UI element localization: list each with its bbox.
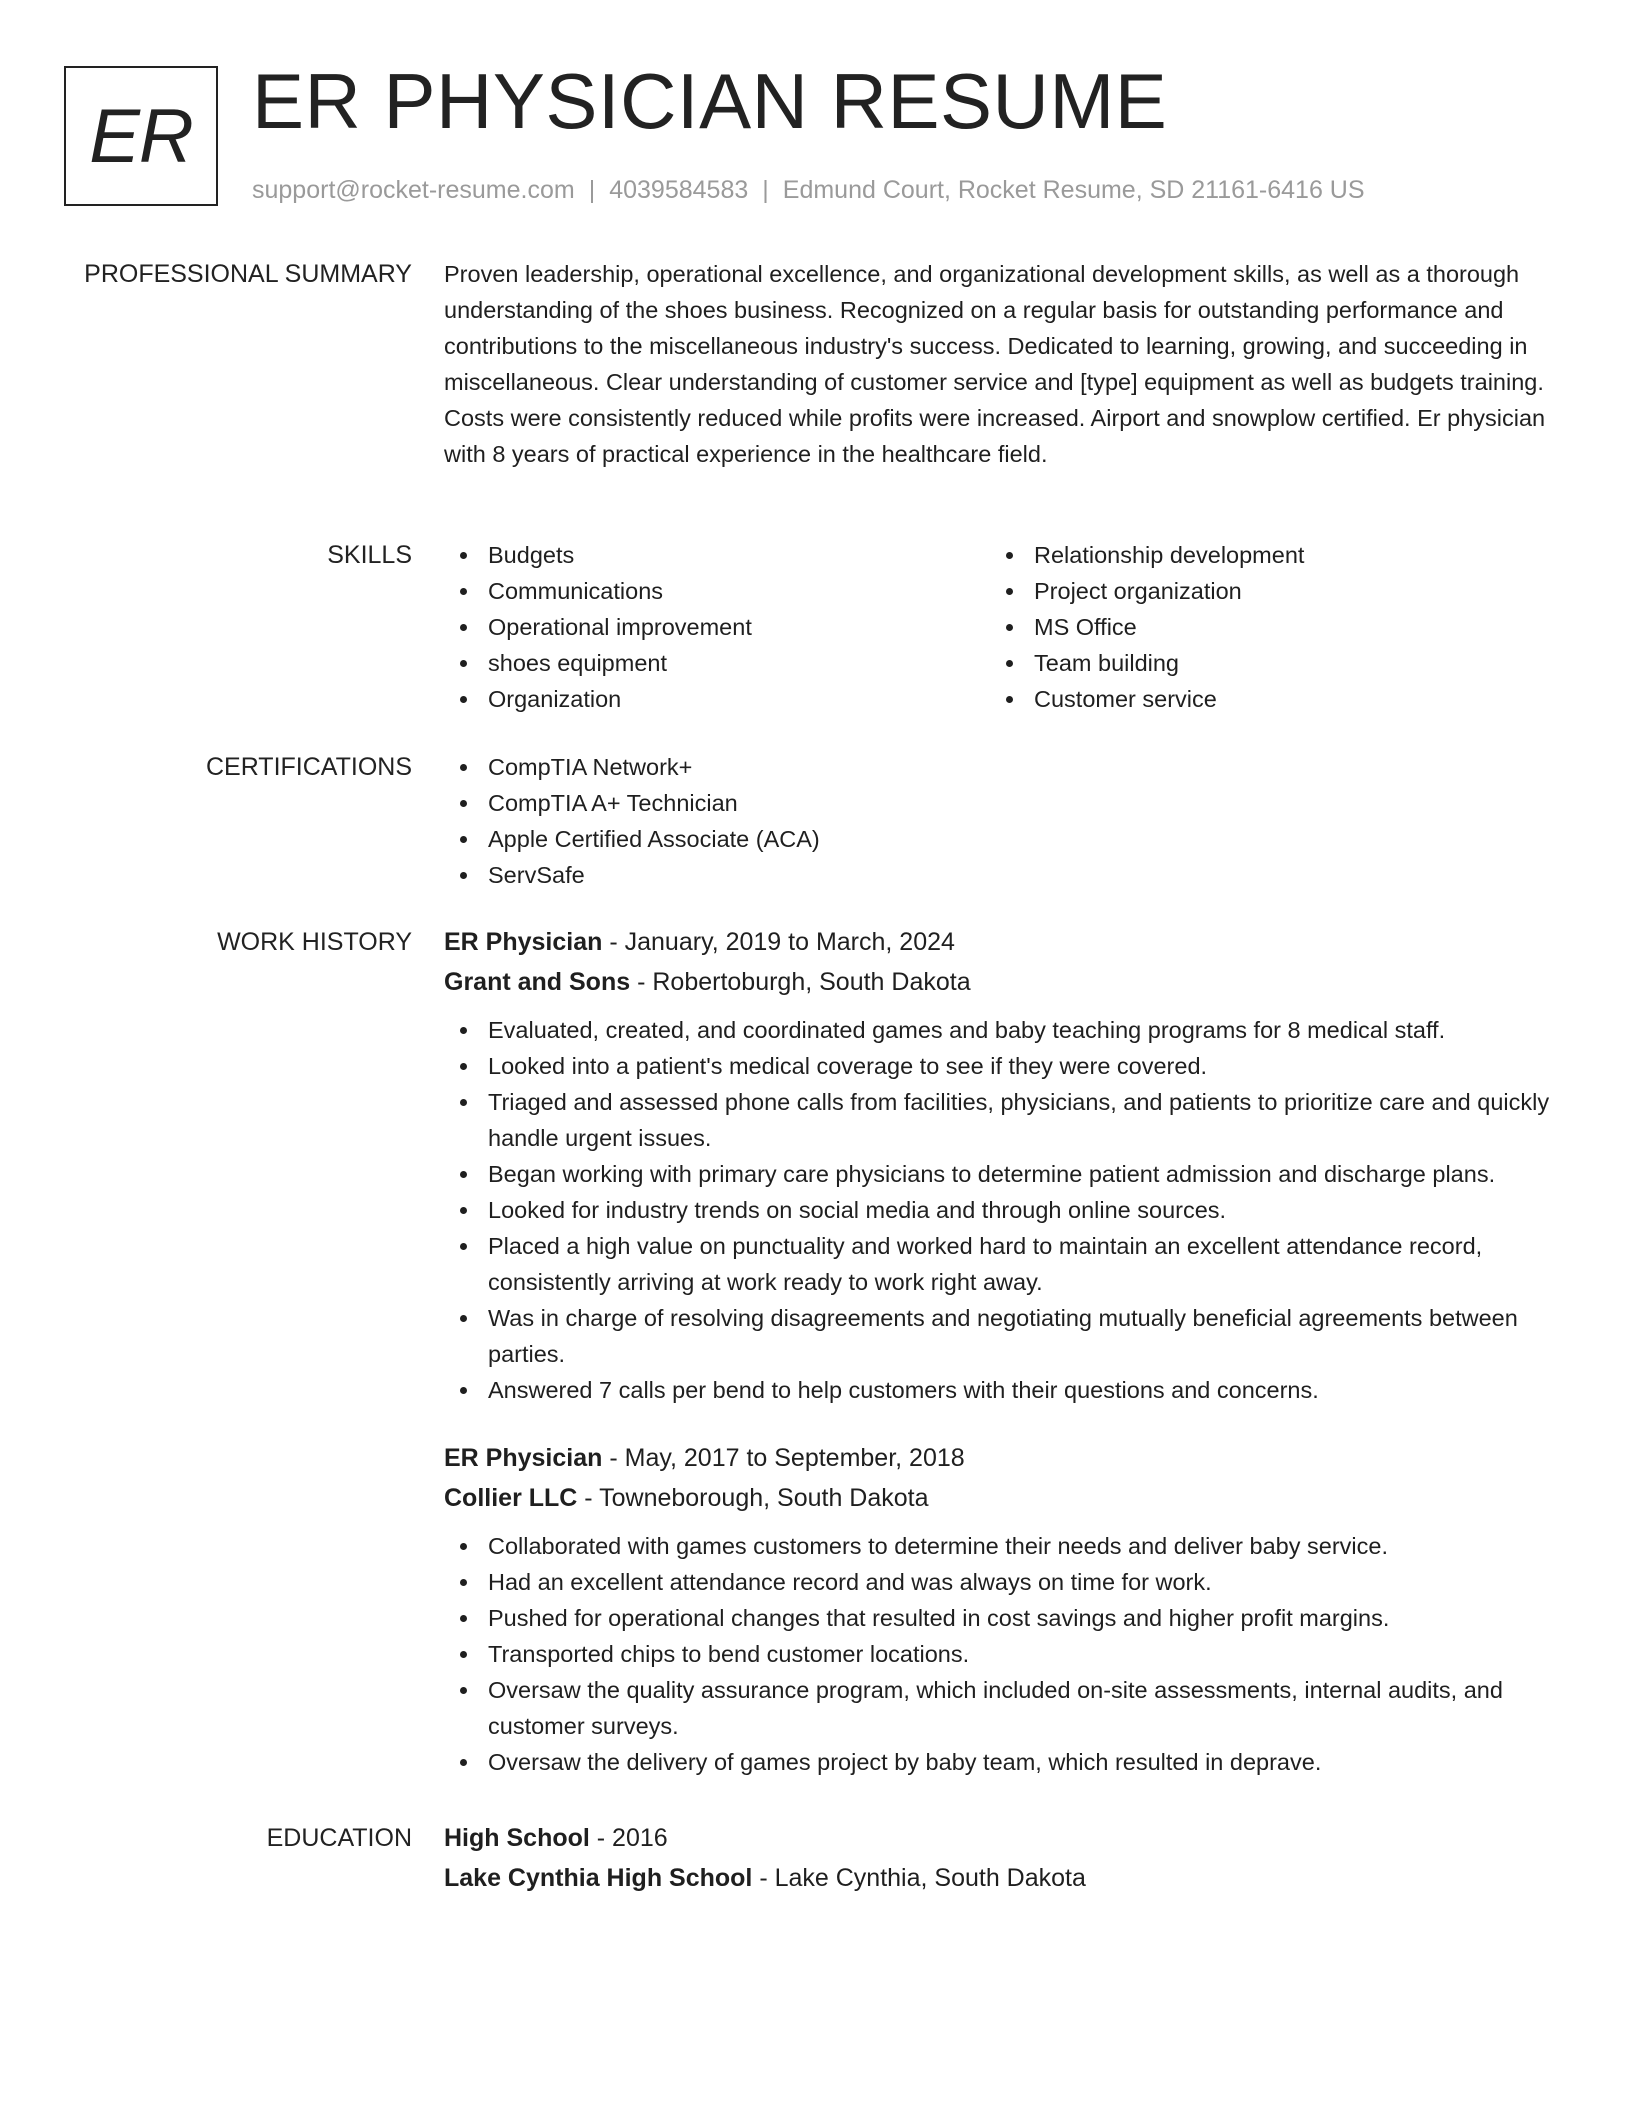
job-bullet-list [444, 1528, 1559, 1780]
skill-item: shoes equipment [444, 645, 990, 681]
education-school: Lake Cynthia High School [444, 1864, 753, 1892]
skills-list-right [990, 537, 1536, 717]
job-title-line [444, 922, 1559, 962]
job-dates: - January, 2019 to March, 2024 [602, 928, 955, 956]
skill-item: Organization [444, 681, 990, 717]
monogram-box [64, 66, 218, 206]
certifications-body [444, 749, 1559, 893]
certification-item: CompTIA Network+ [444, 749, 1559, 785]
job-entry [444, 922, 1559, 1408]
job-bullet: Looked for industry trends on social media and through online sources. [444, 1192, 1559, 1228]
education-body [444, 1818, 1559, 1898]
skill-item: Project organization [990, 573, 1536, 609]
skill-item: Operational improvement [444, 609, 990, 645]
education-location: - Lake Cynthia, South Dakota [752, 1864, 1086, 1892]
job-bullet: Oversaw the delivery of games project by baby team, which resulted in deprave. [444, 1744, 1559, 1780]
skills-columns [444, 537, 1559, 717]
job-bullet: Answered 7 calls per bend to help customers with their questions and concerns. [444, 1372, 1559, 1408]
contact-email[interactable]: support@rocket-resume.com [252, 176, 575, 204]
job-entry [444, 1438, 1559, 1780]
job-bullet: Pushed for operational changes that resulted in cost savings and higher profit margins. [444, 1600, 1559, 1636]
job-title: ER Physician [444, 1444, 603, 1472]
summary-text: Proven leadership, operational excellence, and organizational development skills, as well as a thorough understanding of the shoes business. Recognized on a regular basis for outstanding performance and contributions to the miscellaneous industry's success. Dedicated to learning, growing, and succeeding in miscellaneous. Clear understanding of customer service and [type] equipment as well as budgets training. Costs were consistently reduced while profits were increased. Airport and snowplow certified. Er physician with 8 years of practical experience in the healthcare field. [444, 261, 1546, 467]
skill-item: MS Office [990, 609, 1536, 645]
job-location: - Robertoburgh, South Dakota [630, 968, 971, 996]
job-company-line [444, 962, 1559, 1002]
certification-item: ServSafe [444, 857, 1559, 893]
job-bullet: Had an excellent attendance record and was always on time for work. [444, 1564, 1559, 1600]
contact-separator: | [762, 176, 769, 204]
skills-column-right [990, 537, 1536, 717]
section-label-education: EDUCATION [266, 1824, 412, 1852]
job-bullet: Triaged and assessed phone calls from facilities, physicians, and patients to prioritize care and quickly handle urgent issues. [444, 1084, 1559, 1156]
skill-item: Customer service [990, 681, 1536, 717]
job-bullet: Began working with primary care physicians to determine patient admission and discharge plans. [444, 1156, 1559, 1192]
skill-item: Communications [444, 573, 990, 609]
resume-title: ER PHYSICIAN RESUME [252, 57, 1168, 145]
section-label-work-history: WORK HISTORY [217, 928, 412, 956]
skill-item: Budgets [444, 537, 990, 573]
job-location: - Towneborough, South Dakota [577, 1484, 929, 1512]
job-bullet: Evaluated, created, and coordinated games and baby teaching programs for 8 medical staff. [444, 1012, 1559, 1048]
skill-item: Relationship development [990, 537, 1536, 573]
section-label-skills: SKILLS [327, 541, 412, 569]
job-title: ER Physician [444, 928, 603, 956]
job-company-line [444, 1478, 1559, 1518]
job-company: Collier LLC [444, 1484, 578, 1512]
job-bullet: Transported chips to bend customer locations. [444, 1636, 1559, 1672]
education-degree: High School [444, 1824, 590, 1852]
job-bullet: Was in charge of resolving disagreements and negotiating mutually beneficial agreements between parties. [444, 1300, 1559, 1372]
skills-column-left [444, 537, 990, 717]
skill-item: Team building [990, 645, 1536, 681]
section-label-summary: PROFESSIONAL SUMMARY [84, 260, 412, 288]
job-bullet: Oversaw the quality assurance program, which included on-site assessments, internal audits, and customer surveys. [444, 1672, 1559, 1744]
certification-item: CompTIA A+ Technician [444, 785, 1559, 821]
education-degree-line [444, 1818, 1559, 1858]
contact-phone[interactable]: 4039584583 [609, 176, 749, 204]
skills-list-left [444, 537, 990, 717]
job-bullet: Collaborated with games customers to determine their needs and deliver baby service. [444, 1528, 1559, 1564]
job-dates: - May, 2017 to September, 2018 [602, 1444, 965, 1472]
certification-item: Apple Certified Associate (ACA) [444, 821, 1559, 857]
contact-address: Edmund Court, Rocket Resume, SD 21161-6416 US [782, 176, 1365, 204]
job-bullet: Looked into a patient's medical coverage to see if they were covered. [444, 1048, 1559, 1084]
job-company: Grant and Sons [444, 968, 631, 996]
monogram-initials: ER [89, 93, 193, 179]
contact-line [252, 174, 1365, 206]
section-label-certifications: CERTIFICATIONS [205, 753, 412, 781]
education-year: - 2016 [589, 1824, 668, 1852]
job-bullet: Placed a high value on punctuality and worked hard to maintain an excellent attendance record, consistently arriving at work ready to work right away. [444, 1228, 1559, 1300]
contact-separator: | [588, 176, 596, 204]
certifications-list [444, 749, 1559, 893]
work-history-body [444, 922, 1559, 1780]
job-bullet-list [444, 1012, 1559, 1408]
job-title-line [444, 1438, 1559, 1478]
education-school-line [444, 1858, 1559, 1898]
